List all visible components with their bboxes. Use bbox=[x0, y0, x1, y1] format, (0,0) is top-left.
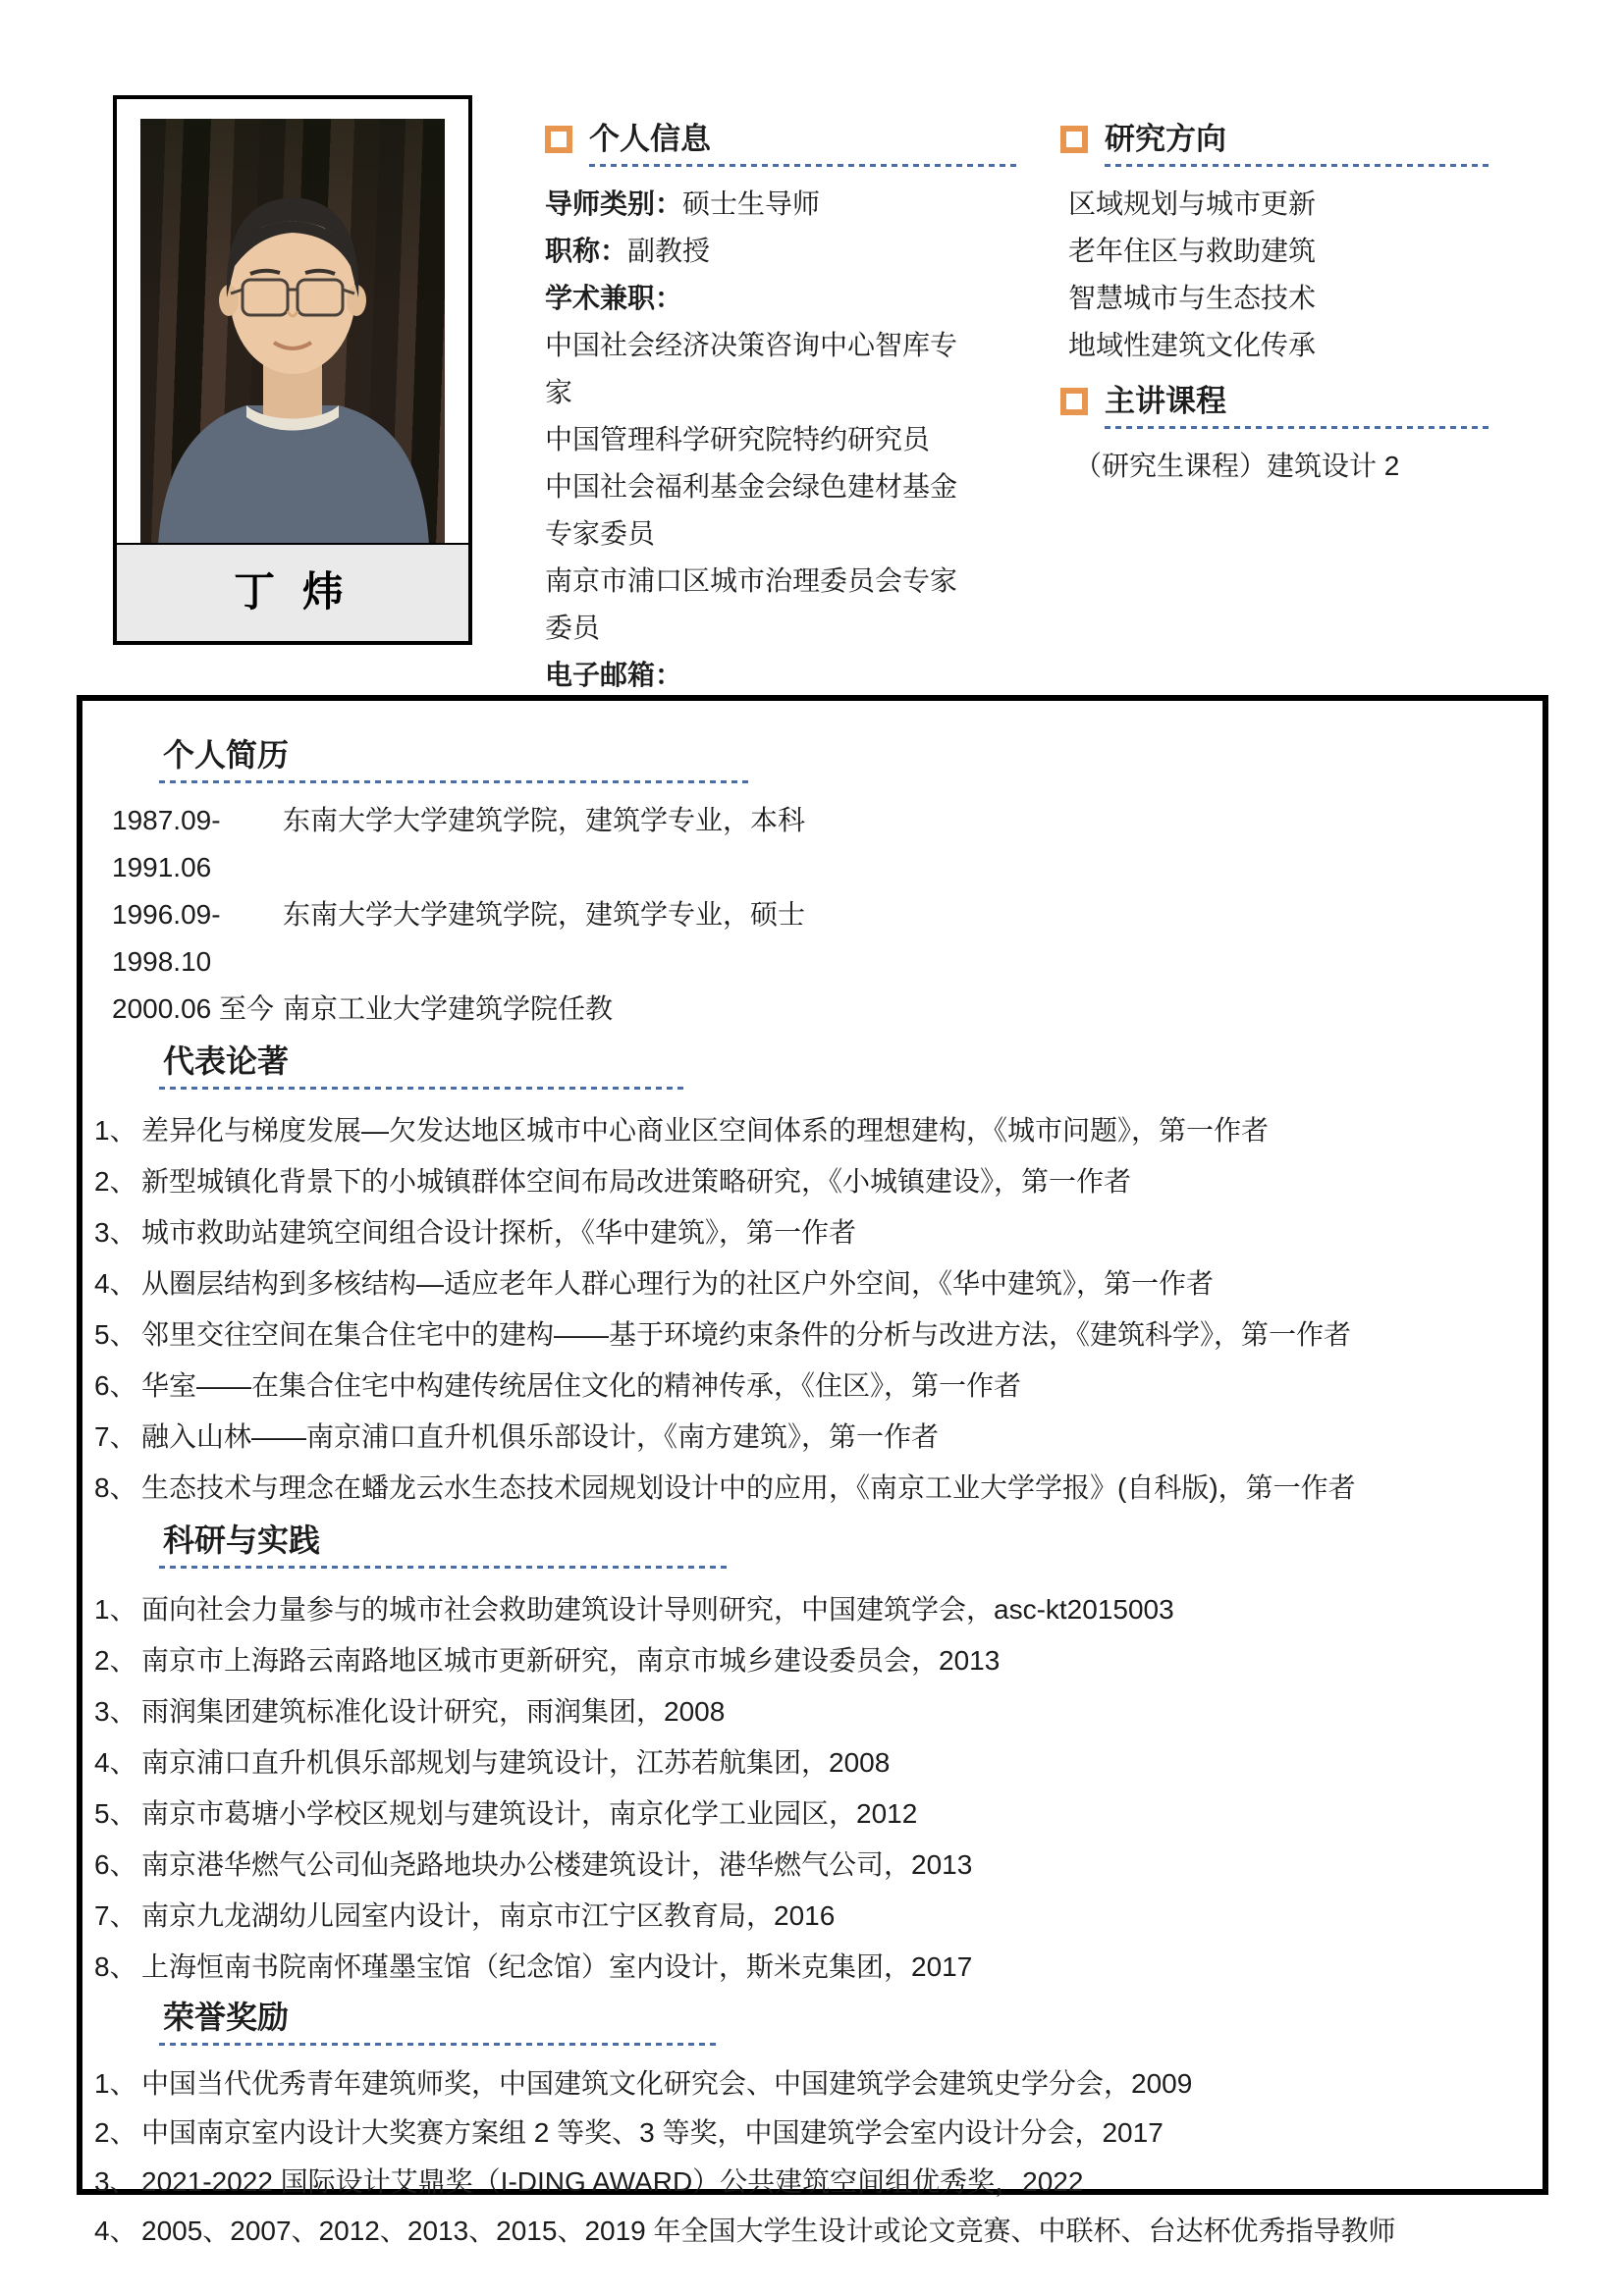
dashed-underline bbox=[159, 1566, 731, 1569]
practice-item: 5、 南京市葛塘小学校区规划与建筑设计，南京化学工业园区，2012 bbox=[94, 1798, 918, 1829]
orange-square-icon bbox=[545, 126, 572, 153]
profile-name: 丁 炜 bbox=[117, 543, 468, 641]
research-practice-title: 科研与实践 bbox=[163, 1522, 321, 1558]
resume-row: 1987.09-1991.06 东南大学大学建筑学院，建筑学专业，本科 bbox=[112, 805, 806, 882]
email-label: 电子邮箱： bbox=[545, 660, 683, 690]
publication-item: 5、 邻里交往空间在集合住宅中的建构——基于环境约束条件的分析与改进方法，《建筑科学》，第一作者 bbox=[94, 1319, 1352, 1350]
practice-item: 3、 雨润集团建筑标准化设计研究，雨润集团，2008 bbox=[94, 1696, 726, 1727]
dashed-underline bbox=[589, 164, 1019, 167]
resume-title: 个人简历 bbox=[163, 737, 290, 773]
publication-item: 3、 城市救助站建筑空间组合设计探析，《华中建筑》，第一作者 bbox=[94, 1217, 857, 1248]
research-direction-item: 智慧城市与生态技术 bbox=[1068, 283, 1317, 313]
honor-item: 2、 中国南京室内设计大奖赛方案组 2 等奖、3 等奖，中国建筑学会室内设计分会，2017 bbox=[94, 2117, 1164, 2148]
profile-photo bbox=[140, 119, 445, 545]
affiliation-item: 中国社会福利基金会绿色建材基金专家委员 bbox=[545, 471, 958, 549]
practice-item: 2、 南京市上海路云南路地区城市更新研究，南京市城乡建设委员会，2013 bbox=[94, 1645, 1001, 1676]
publication-item: 6、 华室——在集合住宅中构建传统居住文化的精神传承，《住区》，第一作者 bbox=[94, 1370, 1022, 1401]
honor-item: 4、 2005、2007、2012、2013、2015、2019 年全国大学生设计或论文竞赛、中联杯、台达杯优秀指导教师 bbox=[94, 2216, 1396, 2246]
publications-title: 代表论著 bbox=[163, 1043, 290, 1079]
cv-main-box bbox=[77, 695, 1548, 2246]
honor-item: 1、 中国当代优秀青年建筑师奖，中国建筑文化研究会、中国建筑学会建筑史学分会，2009 bbox=[94, 2068, 1193, 2099]
practice-item: 1、 面向社会力量参与的城市社会救助建筑设计导则研究，中国建筑学会，asc-kt2015003 bbox=[94, 1594, 1174, 1625]
personal-info-title: 个人信息 bbox=[589, 122, 711, 156]
research-direction-item: 地域性建筑文化传承 bbox=[1068, 330, 1317, 360]
dashed-underline bbox=[1105, 164, 1489, 167]
publication-item: 1、 差异化与梯度发展—欠发达地区城市中心商业区空间体系的理想建构，《城市问题》，第一作者 bbox=[94, 1115, 1270, 1146]
affiliation-item: 中国社会经济决策咨询中心智库专家 bbox=[545, 330, 958, 407]
dashed-underline bbox=[159, 2043, 721, 2046]
dashed-underline bbox=[159, 780, 750, 783]
portrait-illustration bbox=[140, 119, 445, 545]
info-field: 职称：副教授 bbox=[545, 236, 711, 266]
photo-frame bbox=[113, 95, 472, 645]
honor-item: 3、 2021-2022 国际设计艾鼎奖（I-DING AWARD）公共建筑空间组优秀奖，2022 bbox=[94, 2166, 1084, 2197]
affiliation-item: 南京市浦口区城市治理委员会专家委员 bbox=[545, 565, 958, 643]
publication-item: 7、 融入山林——南京浦口直升机俱乐部设计，《南方建筑》，第一作者 bbox=[94, 1421, 940, 1452]
course-item: （研究生课程）建筑设计 2 bbox=[1074, 451, 1400, 481]
practice-item: 7、 南京九龙湖幼儿园室内设计，南京市江宁区教育局，2016 bbox=[94, 1900, 836, 1931]
info-field: 导师类别：硕士生导师 bbox=[545, 188, 821, 219]
info-field: 学术兼职： bbox=[545, 283, 683, 313]
publication-item: 4、 从圈层结构到多核结构—适应老年人群心理行为的社区户外空间，《华中建筑》，第一作者 bbox=[94, 1268, 1215, 1299]
resume-row: 2000.06 至今 南京工业大学建筑学院任教 bbox=[112, 993, 614, 1024]
dashed-underline bbox=[1105, 426, 1489, 429]
orange-square-icon bbox=[1060, 126, 1088, 153]
practice-item: 8、 上海恒南书院南怀瑾墨宝馆（纪念馆）室内设计，斯米克集团，2017 bbox=[94, 1951, 973, 1982]
research-directions-section bbox=[1060, 123, 1497, 369]
research-direction-item: 区域规划与城市更新 bbox=[1068, 188, 1317, 219]
honors-title: 荣誉奖励 bbox=[163, 2000, 290, 2035]
resume-row: 1996.09-1998.10 东南大学大学建筑学院，建筑学专业，硕士 bbox=[112, 899, 806, 977]
research-directions-title: 研究方向 bbox=[1105, 122, 1226, 156]
research-direction-item: 老年住区与救助建筑 bbox=[1068, 236, 1317, 266]
dashed-underline bbox=[159, 1087, 686, 1090]
publication-item: 2、 新型城镇化背景下的小城镇群体空间布局改进策略研究，《小城镇建设》，第一作者 bbox=[94, 1166, 1132, 1197]
courses-title: 主讲课程 bbox=[1105, 384, 1226, 418]
personal-info-section bbox=[545, 123, 1021, 746]
affiliation-item: 中国管理科学研究院特约研究员 bbox=[545, 424, 931, 454]
practice-item: 4、 南京浦口直升机俱乐部规划与建筑设计，江苏若航集团，2008 bbox=[94, 1747, 891, 1778]
orange-square-icon bbox=[1060, 388, 1088, 415]
courses-section bbox=[1060, 385, 1497, 490]
publication-item: 8、 生态技术与理念在蟠龙云水生态技术园规划设计中的应用，《南京工业大学学报》(自科版)，第一作者 bbox=[94, 1472, 1356, 1503]
practice-item: 6、 南京港华燃气公司仙尧路地块办公楼建筑设计，港华燃气公司，2013 bbox=[94, 1849, 973, 1880]
